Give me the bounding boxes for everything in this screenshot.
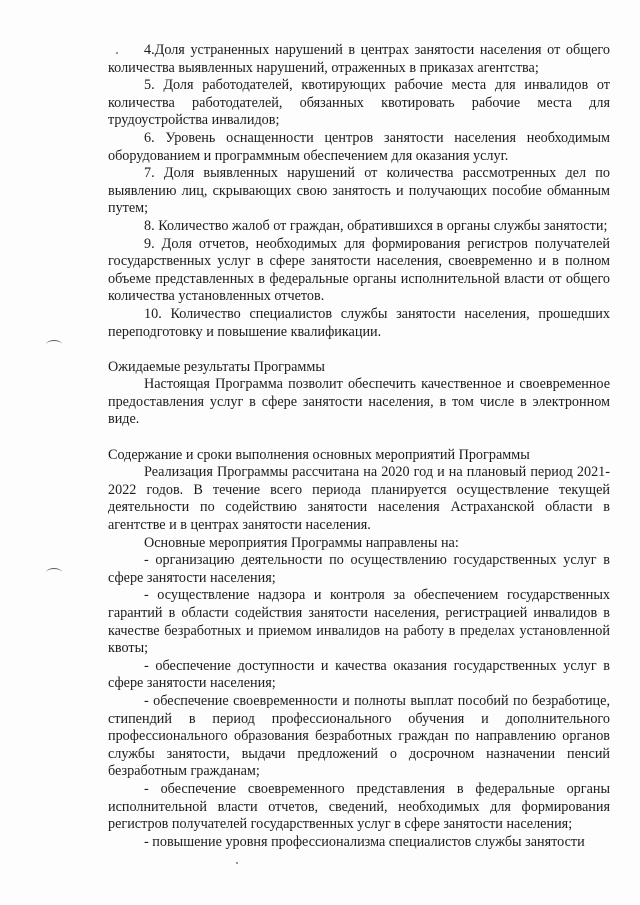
bullet-item: - обеспечение своевременного представления в федеральные органы исполнительной власти отчетов, сведений, необходимых для формирования регистров получателей государственных услуг в сфере занятости населения;: [108, 780, 610, 833]
list-item: 5. Доля работодателей, квотирующих рабочие места для инвалидов от количества работодателей, обязанных квотировать рабочие места для трудоустройства инвалидов;: [108, 77, 610, 129]
bullet-item: - обеспечение доступности и качества оказания государственных услуг в сфере занятости населения;: [108, 657, 610, 692]
scan-speck: [236, 862, 238, 864]
section-spacer: [108, 429, 610, 447]
document-body: [108, 42, 610, 851]
binder-hole-mark: [46, 568, 62, 577]
results-paragraph: Настоящая Программа позволит обеспечить качественное и своевременное предоставления услуг в сфере занятости населения, в том числе в электронном виде.: [108, 376, 610, 428]
activities-intro-paragraph: Реализация Программы рассчитана на 2020 год и на плановый период 2021-2022 годов. В течение всего периода планируется осуществление текущей деятельности по содействию занятости населения Астраханской области в агентстве и в центрах занятости населения.: [108, 464, 610, 534]
section-heading-activities: Содержание и сроки выполнения основных мероприятий Программы: [108, 446, 530, 463]
section-spacer: [108, 341, 610, 359]
list-item: 4.Доля устраненных нарушений в центрах занятости населения от общего количества выявленных нарушений, отраженных в приказах агентства;: [108, 42, 610, 76]
list-item: 9. Доля отчетов, необходимых для формирования регистров получателей государственных услуг в сфере занятости населения, своевременно и в полном объеме представленных в федеральные органы исполнительной власти от общего количества установленных отчетов.: [108, 235, 610, 305]
section-heading-results: Ожидаемые результаты Программы: [108, 358, 325, 375]
list-item: 8. Количество жалоб от граждан, обратившихся в органы службы занятости;: [144, 217, 608, 234]
bullet-item: - организацию деятельности по осуществлению государственных услуг в сфере занятости населения;: [108, 552, 610, 586]
activities-lead-paragraph: Основные мероприятия Программы направлены на:: [144, 534, 459, 551]
bullet-item: - повышение уровня профессионализма специалистов службы занятости: [144, 833, 585, 850]
bullet-item: - обеспечение своевременности и полноты выплат пособий по безработице, стипендий в период профессионального обучения и дополнительного профессионального образования безработных граждан по направлению органов службы занятости, выдачи предложений о досрочном назначении пенсий безработным гражданам;: [108, 692, 610, 780]
binder-hole-mark: [46, 340, 62, 349]
bullet-item: - осуществление надзора и контроля за обеспечением государственных гарантий в области содействия занятости населения, регистрацией инвалидов в качестве безработных и приемом инвалидов на работу в пределах установленной квоты;: [108, 587, 610, 657]
list-item: 10. Количество специалистов службы занятости населения, прошедших переподготовку и повышение квалификации.: [108, 305, 610, 340]
list-item: 7. Доля выявленных нарушений от количества рассмотренных дел по выявлению лиц, скрывающих свою занятость и получающих пособие обманным путем;: [108, 165, 610, 217]
list-item: 6. Уровень оснащенности центров занятости населения необходимым оборудованием и программным обеспечением для оказания услуг.: [108, 129, 610, 164]
